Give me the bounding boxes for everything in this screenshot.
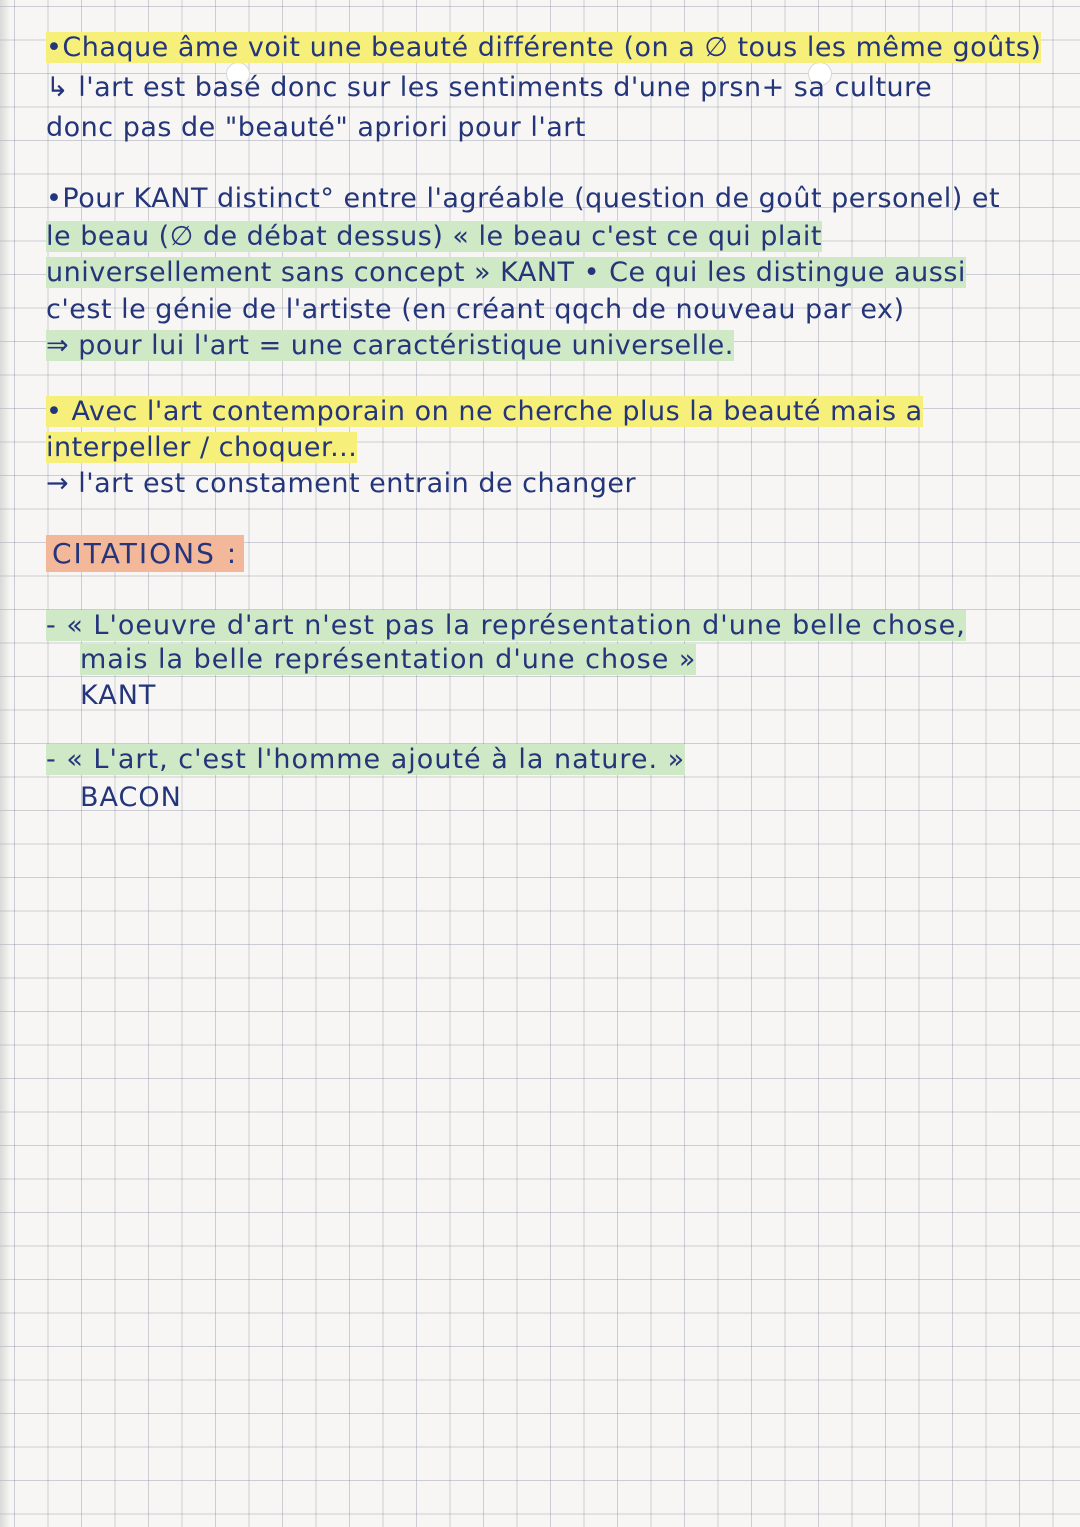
quote-line: - « L'art, c'est l'homme ajouté à la nature. » [46,744,686,775]
note-line: ↳ l'art est basé donc sur les sentiments d'une prsn+ sa culture [46,72,933,103]
note-line: • Avec l'art contemporain on ne cherche plus la beauté mais a [46,396,923,427]
note-line: c'est le génie de l'artiste (en créant qqch de nouveau par ex) [46,294,905,325]
quote-author: BACON [80,782,182,813]
note-line: donc pas de "beauté" apriori pour l'art [46,112,586,143]
page-edge-shadow [0,0,10,1527]
quote-author: KANT [80,680,157,711]
note-line: → l'art est constament entrain de changer [46,468,637,499]
quote-line: - « L'oeuvre d'art n'est pas la représentation d'une belle chose, [46,610,966,641]
quote-line: mais la belle représentation d'une chose » [80,644,697,675]
note-line: interpeller / choquer... [46,432,358,463]
note-line: ⇒ pour lui l'art = une caractéristique universelle. [46,330,734,361]
note-line: •Pour KANT distinct° entre l'agréable (question de goût personel) et [46,183,1001,214]
note-line: le beau (∅ de débat dessus) « le beau c'est ce qui plait [46,221,822,252]
note-line: •Chaque âme voit une beauté différente (on a ∅ tous les même goûts) [46,32,1042,63]
note-line: universellement sans concept » KANT • Ce qui les distingue aussi [46,257,966,288]
citations-heading: CITATIONS : [46,535,244,572]
